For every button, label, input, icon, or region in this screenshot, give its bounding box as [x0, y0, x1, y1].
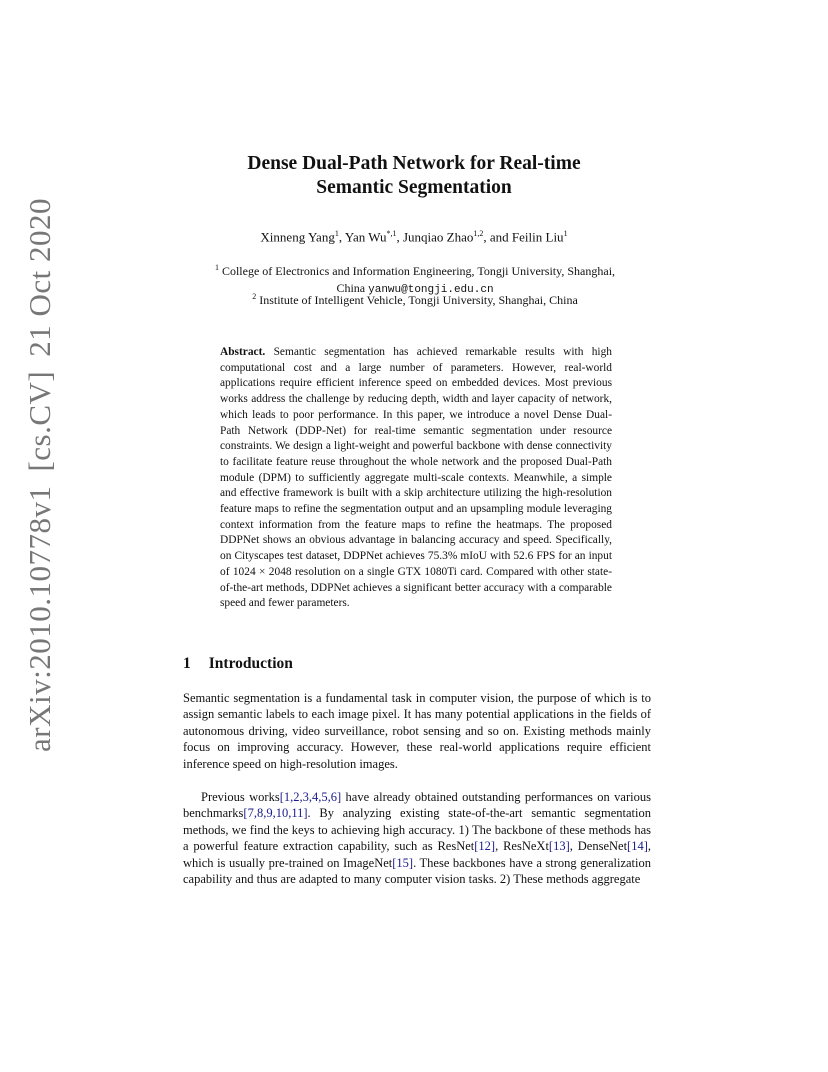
affiliation-mark: 1	[214, 263, 219, 272]
arxiv-category: [cs.CV]	[22, 370, 57, 472]
paragraph-text: , ResNeXt	[495, 839, 549, 854]
abstract-label: Abstract.	[220, 346, 266, 358]
email-link[interactable]: yanwu@tongji.edu.cn	[368, 284, 494, 296]
affiliation-text: Institute of Intelligent Vehicle, Tongji University, Shanghai, China	[259, 293, 578, 307]
abstract-text: Semantic segmentation has achieved remarkable results with high computational cost and a large number of parameters. However, real-world applications require efficient inference speed on embedded devices. Most previous works address the challenge by reducing depth, width and layer capacity of network, which leads to poor performance. In this paper, we introduce a novel Dense Dual-Path Network (DDP-Net) for real-time semantic segmentation under resource constraints. We design a light-weight and powerful backbone with dense connectivity to facilitate feature reuse throughout the whole network and the proposed Dual-Path module (DPM) to sufficiently aggregate multi-scale contexts. Meanwhile, a simple and effective framework is built with a skip architecture utilizing the high-resolution feature maps to refine the segmentation output and an upsampling module leveraging context information from the feature maps to refine the heatmaps. The proposed DDPNet shows an obvious advantage in balancing accuracy and speed. Specifically, on Cityscapes test dataset, DDPNet achieves 75.3% mIoU with 52.6 FPS for an input of 1024 × 2048 resolution on a single GTX 1080Ti card. Compared with other state-of-the-art methods, DDPNet achieves a significant better accuracy with a comparable speed and fewer parameters.	[220, 346, 612, 610]
paragraph-2	[183, 789, 651, 887]
citation-link[interactable]: [1,2,3,4,5,6]	[279, 790, 342, 804]
paper-title	[100, 152, 728, 200]
paragraph-text: , DenseNet	[569, 839, 628, 854]
author-name: Junqiao Zhao	[402, 229, 474, 245]
title-line-1: Dense Dual-Path Network for Real-time	[247, 153, 581, 174]
citation-link[interactable]: [14]	[627, 839, 648, 854]
section-title: Introduction	[208, 655, 293, 672]
author-mark: 1	[334, 229, 339, 238]
affiliation-mark: 2	[252, 292, 257, 301]
arxiv-id: arXiv:2010.10778v1	[22, 485, 57, 752]
section-heading	[183, 655, 293, 673]
citation-link[interactable]: [15]	[392, 855, 414, 870]
paragraph-text: , which is usually pre-trained on ImageNet	[183, 839, 651, 870]
affiliation-country: China	[336, 281, 366, 295]
section-number: 1	[183, 655, 191, 672]
author-list: Xinneng Yang$^1$, Yan $Wu^{*,1}$, Junqiao Zhao$^{1,2}$, and Feilin Liu$^1$	[260, 229, 568, 245]
citation-link[interactable]: [12]	[474, 839, 496, 854]
author-mark: 1	[563, 229, 568, 238]
paragraph-text: . By analyzing existing state-of-the-art semantic segmentation methods, we find the keys to achieving high accuracy. 1) The backbone of these methods has a powerful feature extraction capability, such as ResNet	[183, 806, 651, 854]
arxiv-date: 21 Oct 2020	[22, 197, 57, 357]
paragraph-text: have already obtained outstanding performances on various benchmarks	[183, 790, 651, 821]
citation-link[interactable]: [13]	[548, 839, 570, 854]
author-mark: *,1	[386, 229, 397, 238]
author-name: Yan Wu	[344, 229, 387, 245]
affiliation-2	[180, 288, 650, 309]
abstract	[220, 345, 612, 612]
paragraph-1: Semantic segmentation is a fundamental task in computer vision, the purpose of which is to assign semantic labels to each image pixel. It has many potential applications in the fields of autonomous driving, video surveillance, robot sensing and so on. Existing methods mainly focus on improving accuracy. However, these real-world applications require efficient inference speed on high-resolution images.	[183, 691, 651, 771]
title-line-2: Semantic Segmentation	[316, 177, 512, 198]
paragraph-text: Previous works	[201, 790, 280, 804]
arxiv-identifier	[22, 184, 58, 752]
citation-link[interactable]: [7,8,9,10,11]	[243, 806, 308, 821]
author-name: Xinneng Yang	[260, 229, 335, 245]
author-name: Feilin Liu	[511, 229, 564, 245]
author-mark: 1,2	[473, 229, 484, 238]
affiliation-text: College of Electronics and Information Engineering, Tongji University, Shanghai,	[221, 264, 616, 278]
paragraph-text: . These backbones have a strong generalization capability and thus are adapted to many computer vision tasks. 2) These methods aggregate	[183, 855, 651, 887]
